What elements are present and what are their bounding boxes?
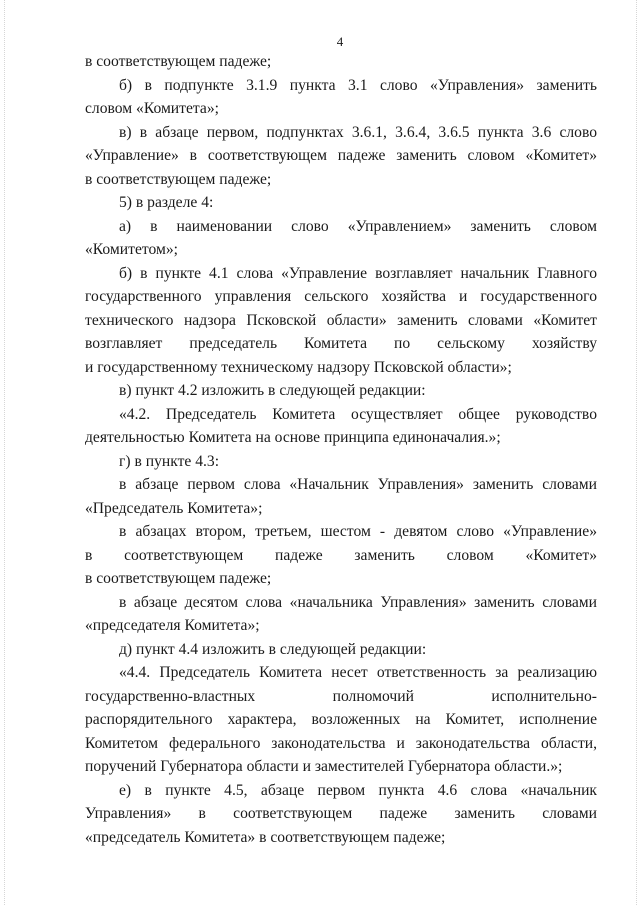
- text-line: в абзацах втором, третьем, шестом - девятом слово «Управление»: [119, 523, 597, 540]
- scan-edge-left: [4, 0, 5, 905]
- text-line: в соответствующем падеже;: [85, 53, 272, 70]
- text-line: в соответствующем падеже заменить словом «Комитет»: [85, 546, 597, 564]
- text-line: в абзаце первом слова «Начальник Управления» заменить словами: [119, 476, 597, 493]
- text-line: «председателя Комитета»;: [85, 617, 260, 634]
- text-line: а) в наименовании слово «Управлением» заменить словом: [119, 217, 597, 235]
- text-line: Комитетом федерального законодательства и законодательства области,: [85, 734, 597, 752]
- text-line: «Председатель Комитета»;: [85, 499, 263, 517]
- text-line: «4.2. Председатель Комитета осуществляет общее руководство: [119, 405, 597, 423]
- text-line: г) в пункте 4.3:: [119, 452, 220, 470]
- text-line: в абзаце десятом слова «начальника Управления» заменить словами: [119, 593, 597, 611]
- text-line: б) в пункте 4.1 слова «Управление возглавляет начальник Главного: [119, 264, 597, 282]
- text-line: поручений Губернатора области и заместителей Губернатора области.»;: [85, 758, 563, 775]
- text-line: в) в абзаце первом, подпунктах 3.6.1, 3.6.4, 3.6.5 пункта 3.6 слово: [119, 123, 597, 141]
- text-line: распорядительного характера, возложенных на Комитет, исполнение: [85, 711, 597, 728]
- text-line: технического надзора Псковской области» заменить словами «Комитет: [85, 311, 597, 329]
- text-line: б) в подпункте 3.1.9 пункта 3.1 слово «Управления» заменить: [119, 76, 597, 94]
- text-line: «Комитетом»;: [85, 241, 178, 258]
- text-line: 5) в разделе 4:: [119, 194, 214, 211]
- text-line: словом «Комитета»;: [85, 100, 219, 117]
- text-line: деятельностью Комитета на основе принципа единоначалия.»;: [85, 429, 501, 446]
- document-body: [85, 50, 597, 849]
- text-line: «председатель Комитета» в соответствующем падеже;: [85, 828, 446, 846]
- text-line: возглавляет председатель Комитета по сельскому хозяйству: [85, 335, 597, 352]
- text-line: и государственному техническому надзору Псковской области»;: [85, 358, 512, 376]
- text-line: государственно-властных полномочий исполнительно-: [85, 687, 597, 705]
- text-line: государственного управления сельского хозяйства и государственного: [85, 288, 597, 305]
- text-line: «Управление» в соответствующем падеже заменить словом «Комитет»: [85, 147, 597, 164]
- scan-edge-right: [636, 0, 637, 905]
- page-number: 4: [336, 34, 344, 49]
- text-line: «4.4. Председатель Комитета несет ответственность за реализацию: [119, 664, 597, 681]
- text-line: е) в пункте 4.5, абзаце первом пункта 4.6 слова «начальник: [119, 781, 597, 799]
- text-line: д) пункт 4.4 изложить в следующей редакции:: [119, 640, 427, 658]
- text-line: в) пункт 4.2 изложить в следующей редакции:: [119, 382, 426, 399]
- text-line: в соответствующем падеже;: [85, 170, 272, 188]
- text-line: в соответствующем падеже;: [85, 570, 272, 587]
- text-line: Управления» в соответствующем падеже заменить словами: [85, 805, 597, 822]
